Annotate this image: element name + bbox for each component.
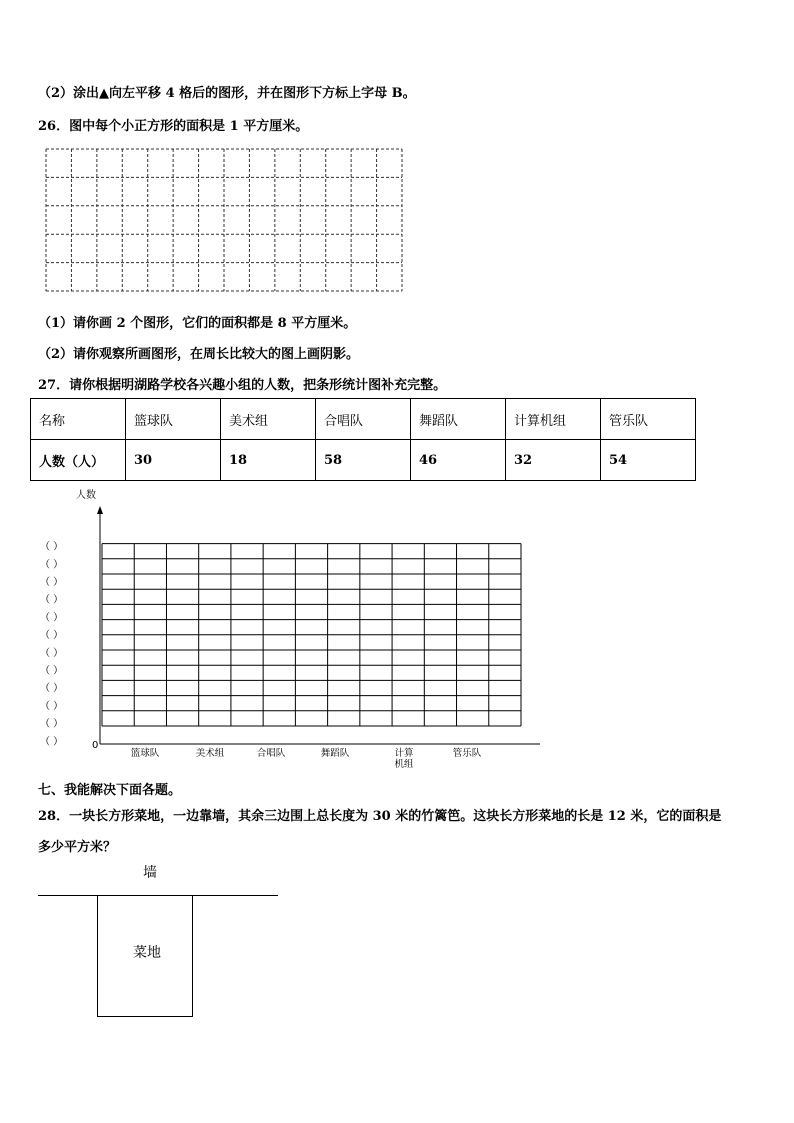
q25-part2: （2）涂出▲向左平移 4 格后的图形，并在图形下方标上字母 B。 [38,86,416,101]
table-header-row [31,399,696,440]
table-cell: 名称 [31,399,126,440]
table-cell: 计算机组 [506,399,601,440]
table-cell: 合唱队 [316,399,411,440]
y-tick-placeholder: （ ） [40,736,64,748]
y-tick-placeholder: （ ） [40,612,64,624]
y-tick-placeholder: （ ） [40,577,64,588]
table-cell: 30 [126,440,221,481]
table-cell: 篮球队 [126,399,221,440]
wall-label: 墙 [143,865,157,881]
table-cell: 美术组 [221,399,316,440]
x-tick-label: 管乐队 [452,748,482,759]
q26-title: 26．图中每个小正方形的面积是 1 平方厘米。 [38,119,309,134]
table-cell: 58 [316,440,411,481]
table-cell: 54 [601,440,696,481]
y-axis-label: 人数 [76,490,96,501]
y-tick-placeholder: （ ） [40,647,64,659]
y-axis-arrow [97,506,103,514]
q28-line1: 28．一块长方形菜地，一边靠墙，其余三边围上总长度为 30 米的竹篱笆。这块长方形菜地的长是 12 米，它的面积是 [38,809,722,824]
q26-part2: （2）请你观察所画图形，在周长比较大的图上画阴影。 [38,347,360,362]
x-tick-label: 计算 [394,748,414,759]
x-tick-label: 机组 [394,759,414,770]
garden-label: 菜地 [133,945,161,961]
table-cell: 舞蹈队 [411,399,506,440]
table-row [31,440,696,481]
y-tick-placeholder: （ ） [40,559,64,571]
y-tick-placeholder: （ ） [40,665,64,677]
section7-title: 七、我能解决下面各题。 [38,783,182,798]
table-cell: 管乐队 [601,399,696,440]
q28-line2: 多少平方米？ [38,840,117,855]
table-cell: 人数（人） [31,440,126,481]
y-tick-placeholder: （ ） [40,594,64,606]
x-tick-label: 舞蹈队 [320,748,350,759]
y-tick-placeholder: （ ） [40,683,64,695]
y-tick-placeholder: （ ） [40,630,64,642]
x-tick-label: 美术组 [195,748,225,759]
dashed-square-grid [45,148,403,292]
y-tick-placeholder: （ ） [40,700,64,712]
q26-part1: （1）请你画 2 个图形，它们的面积都是 8 平方厘米。 [38,316,357,331]
table-cell: 18 [221,440,316,481]
x-tick-label: 篮球队 [130,748,160,759]
q27-title: 27．请你根据明湖路学校各兴趣小组的人数，把条形统计图补充完整。 [38,378,447,393]
table-cell: 46 [411,440,506,481]
table-cell: 32 [506,440,601,481]
y-origin-label: 0 [92,740,99,751]
y-tick-placeholder: （ ） [40,718,64,730]
bar-chart [0,480,560,780]
x-tick-label: 合唱队 [256,748,286,759]
interest-group-table [30,398,696,481]
y-tick-placeholder: （ ） [40,541,64,553]
